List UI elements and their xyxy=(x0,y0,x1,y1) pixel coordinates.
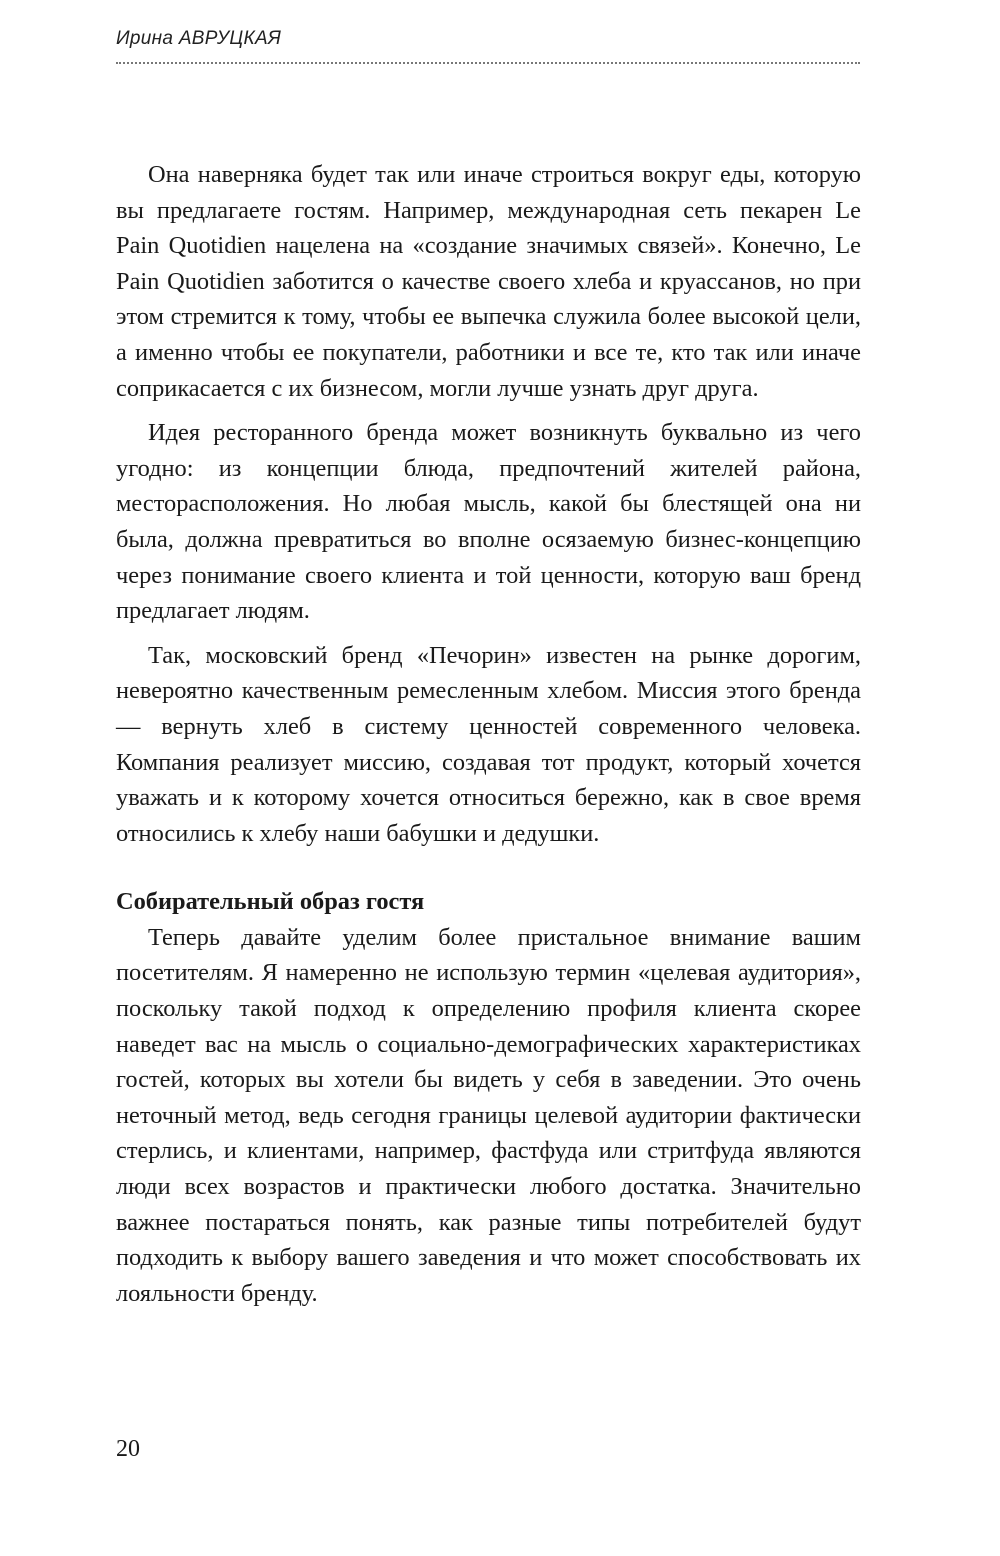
section-paragraph: Теперь давайте уделим более пристальное внимание вашим посетителям. Я намеренно не использую термин «целевая аудитория», поскольку такой подход к определению профиля клиента скорее наведет вас на мысль о социально-демографических характеристиках гостей, которых вы хотели бы видеть у себя в заведении. Это очень неточный метод, ведь сегодня границы целевой аудитории фактически стерлись, и клиентами, например, фастфуда или стритфуда являются люди всех возрастов и практически любого достатка. Значительно важнее постараться понять, как разные типы потребителей будут подходить к выбору вашего заведения и что может способствовать их лояльности бренду. xyxy=(116,923,861,1307)
page-body xyxy=(116,157,861,1320)
header-divider xyxy=(116,62,860,64)
running-header xyxy=(116,28,860,64)
page-number: 20 xyxy=(116,1436,140,1462)
paragraph-1: Она наверняка будет так или иначе строиться вокруг еды, которую вы предлагаете гостям. Например, международная сеть пекарен Le Pain Quotidien нацелена на «создание значимых связей». Конечно, Le Pain Quotidien заботится о качестве своего хлеба и круассанов, но при этом стремится к тому, чтобы ее выпечка служила более высокой цели, а именно чтобы ее покупатели, работники и все те, кто так или иначе соприкасается с их бизнесом, могли лучше узнать друг друга. xyxy=(116,161,861,402)
author-name: Ирина АВРУЦКАЯ xyxy=(116,28,282,49)
paragraph-2: Идея ресторанного бренда может возникнуть буквально из чего угодно: из концепции блюда, предпочтений жителей района, месторасположения. Но любая мысль, какой бы блестящей она ни была, должна превратиться во вполне осязаемую бизнес-концепцию через понимание своего клиента и той ценности, которую ваш бренд предлагает людям. xyxy=(116,419,861,625)
paragraph-3: Так, московский бренд «Печорин» известен на рынке дорогим, невероятно качественным ремесленным хлебом. Миссия этого бренда — вернуть хлеб в систему ценностей современного человека. Компания реализует миссию, создавая тот продукт, который хочется уважать и к которому хочется относиться бережно, как в свое время относились к хлебу наши бабушки и дедушки. xyxy=(116,641,861,847)
section-heading: Собирательный образ гостя xyxy=(116,888,425,916)
